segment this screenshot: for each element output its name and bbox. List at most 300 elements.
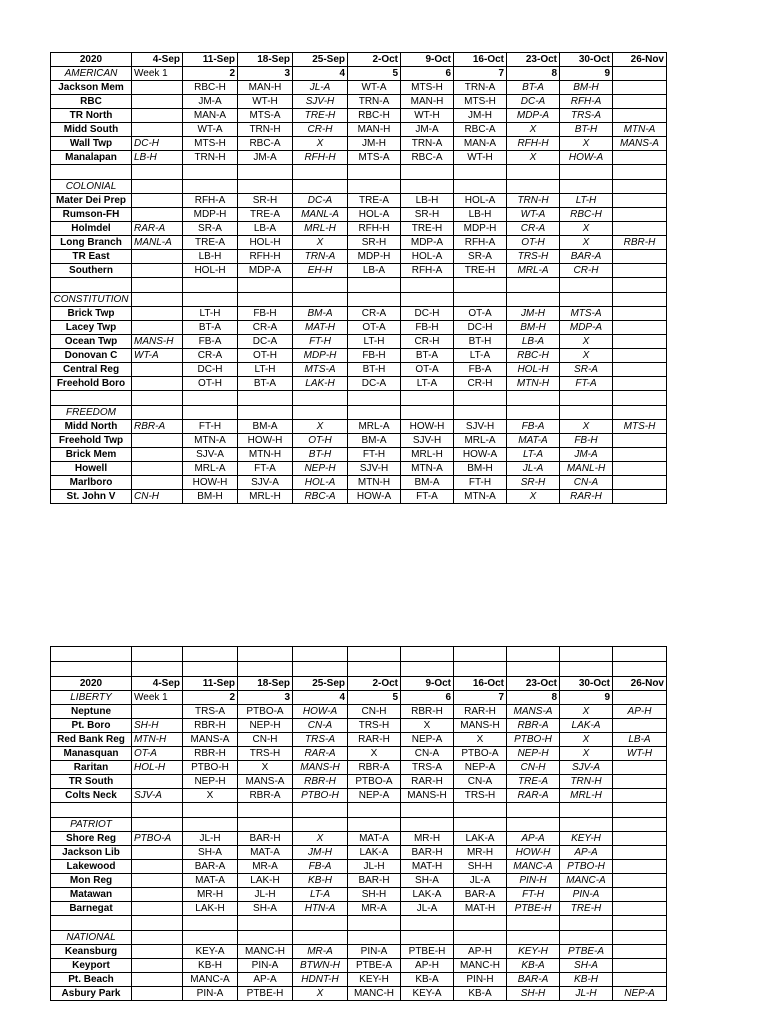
game-cell: WT-A [348, 81, 401, 95]
game-cell: MDP-H [183, 208, 238, 222]
week-number: 4 [293, 691, 348, 705]
game-cell [132, 208, 183, 222]
team-name: Mater Dei Prep [51, 194, 132, 208]
week-number: 4 [293, 67, 348, 81]
game-cell: RBC-A [454, 123, 507, 137]
game-cell: DC-H [183, 363, 238, 377]
game-cell: NEP-H [238, 719, 293, 733]
game-cell [132, 874, 183, 888]
spacer-row [51, 803, 667, 818]
game-cell: MAN-H [238, 81, 293, 95]
game-cell: SJV-H [348, 462, 401, 476]
game-cell: MR-H [183, 888, 238, 902]
empty-cell [132, 931, 183, 945]
empty-cell [613, 165, 667, 180]
game-cell: KEY-A [401, 987, 454, 1001]
game-cell: EH-H [293, 264, 348, 278]
game-cell: PIN-H [507, 874, 560, 888]
game-cell: CN-H [507, 761, 560, 775]
empty-cell [293, 165, 348, 180]
game-cell: RFH-H [507, 137, 560, 151]
game-cell: TRS-H [454, 789, 507, 803]
team-row [51, 349, 667, 363]
game-cell: MANS-A [183, 733, 238, 747]
game-cell [613, 490, 667, 504]
division-name: FREEDOM [51, 406, 132, 420]
game-cell [613, 434, 667, 448]
game-cell: BT-H [293, 448, 348, 462]
game-cell: DC-A [293, 194, 348, 208]
game-cell: SR-H [238, 194, 293, 208]
game-cell: X [507, 490, 560, 504]
game-cell: LT-H [348, 335, 401, 349]
empty-cell [507, 803, 560, 818]
game-cell: PIN-H [454, 973, 507, 987]
empty-cell [560, 931, 613, 945]
team-row [51, 902, 667, 916]
game-cell: HOW-A [293, 705, 348, 719]
week-number: 3 [238, 67, 293, 81]
team-row [51, 95, 667, 109]
team-name: TR South [51, 775, 132, 789]
game-cell: TRN-A [401, 137, 454, 151]
game-cell: KEY-H [560, 832, 613, 846]
empty-cell [507, 165, 560, 180]
game-cell: MRL-A [183, 462, 238, 476]
team-row [51, 335, 667, 349]
game-cell: RBR-H [183, 747, 238, 761]
game-cell: FB-A [454, 363, 507, 377]
empty-cell [454, 916, 507, 931]
empty-cell [560, 165, 613, 180]
empty-cell [454, 662, 507, 677]
game-cell [613, 81, 667, 95]
game-cell: RBR-A [348, 761, 401, 775]
game-cell: RAR-H [401, 775, 454, 789]
game-cell: MAT-A [348, 832, 401, 846]
team-name: Matawan [51, 888, 132, 902]
game-cell: SR-H [401, 208, 454, 222]
game-cell: SH-H [348, 888, 401, 902]
empty-cell [132, 818, 183, 832]
empty-cell [454, 406, 507, 420]
game-cell: CR-A [238, 321, 293, 335]
team-name: Colts Neck [51, 789, 132, 803]
team-name: Pt. Beach [51, 973, 132, 987]
game-cell [613, 832, 667, 846]
game-cell: RFH-A [454, 236, 507, 250]
game-cell [132, 945, 183, 959]
game-cell: BAR-A [560, 250, 613, 264]
game-cell: AP-A [560, 846, 613, 860]
game-cell [132, 476, 183, 490]
game-cell: MANS-A [613, 137, 667, 151]
game-cell: PTBE-H [401, 945, 454, 959]
game-cell: LAK-A [348, 846, 401, 860]
week-number: Week 1 [132, 691, 183, 705]
game-cell: FT-H [348, 448, 401, 462]
empty-cell [132, 293, 183, 307]
empty-cell [560, 293, 613, 307]
empty-cell [183, 406, 238, 420]
game-cell: AP-A [507, 832, 560, 846]
empty-cell [238, 391, 293, 406]
empty-cell [507, 293, 560, 307]
game-cell: FB-A [293, 860, 348, 874]
game-cell: FB-H [560, 434, 613, 448]
empty-cell [613, 293, 667, 307]
game-cell: HOW-A [454, 448, 507, 462]
game-cell: SH-A [560, 959, 613, 973]
game-cell: BM-A [401, 476, 454, 490]
game-cell [132, 775, 183, 789]
week-number: 5 [348, 67, 401, 81]
game-cell [132, 846, 183, 860]
game-cell: BTWN-H [293, 959, 348, 973]
game-cell: HOW-H [238, 434, 293, 448]
game-cell: MTN-H [132, 733, 183, 747]
game-cell: FT-A [238, 462, 293, 476]
schedule-table-top [50, 52, 667, 504]
empty-cell [348, 406, 401, 420]
game-cell: X [560, 236, 613, 250]
game-cell [132, 959, 183, 973]
game-cell: RFH-A [560, 95, 613, 109]
game-cell: DC-A [507, 95, 560, 109]
game-cell: BM-H [454, 462, 507, 476]
game-cell: TRN-H [238, 123, 293, 137]
game-cell: MANL-A [293, 208, 348, 222]
team-name: Lacey Twp [51, 321, 132, 335]
team-row [51, 761, 667, 775]
game-cell: TRN-A [454, 81, 507, 95]
game-cell: MDP-A [401, 236, 454, 250]
team-row [51, 363, 667, 377]
empty-cell [507, 818, 560, 832]
empty-cell [238, 818, 293, 832]
game-cell [132, 321, 183, 335]
game-cell: MR-A [293, 945, 348, 959]
game-cell: X [560, 349, 613, 363]
game-cell: MAN-H [348, 123, 401, 137]
team-row [51, 462, 667, 476]
game-cell: DC-H [454, 321, 507, 335]
game-cell: SJV-A [238, 476, 293, 490]
team-name: Freehold Boro [51, 377, 132, 391]
game-cell: RBC-H [507, 349, 560, 363]
game-cell: SJV-A [183, 448, 238, 462]
game-cell: MR-A [348, 902, 401, 916]
game-cell: MRL-A [454, 434, 507, 448]
empty-cell [132, 406, 183, 420]
team-row [51, 846, 667, 860]
game-cell: MRL-H [560, 789, 613, 803]
game-cell: RBR-A [238, 789, 293, 803]
empty-cell [238, 916, 293, 931]
game-cell: SR-A [454, 250, 507, 264]
game-cell: CR-A [507, 222, 560, 236]
week-date: 23-Oct [507, 677, 560, 691]
week-number [613, 691, 667, 705]
game-cell: PIN-A [560, 888, 613, 902]
empty-cell [613, 406, 667, 420]
empty-cell [560, 278, 613, 293]
game-cell: RBC-A [293, 490, 348, 504]
week-number [613, 67, 667, 81]
team-row [51, 987, 667, 1001]
week-number: 7 [454, 67, 507, 81]
week-date: 26-Nov [613, 677, 667, 691]
game-cell: MANS-H [401, 789, 454, 803]
game-cell: TRE-A [348, 194, 401, 208]
game-cell: X [560, 222, 613, 236]
game-cell: WT-H [613, 747, 667, 761]
game-cell: PTBO-H [560, 860, 613, 874]
team-name: Ocean Twp [51, 335, 132, 349]
game-cell: MDP-H [293, 349, 348, 363]
game-cell: MTS-H [401, 81, 454, 95]
game-cell: PTBE-H [238, 987, 293, 1001]
game-cell: HOW-A [560, 151, 613, 165]
empty-cell [348, 647, 401, 662]
game-cell: LB-H [454, 208, 507, 222]
game-cell: SH-A [183, 846, 238, 860]
week-date: 4-Sep [132, 677, 183, 691]
team-name: Wall Twp [51, 137, 132, 151]
week-number: 9 [560, 691, 613, 705]
game-cell: BM-H [507, 321, 560, 335]
game-cell: TRE-H [401, 222, 454, 236]
game-cell: OT-H [507, 236, 560, 250]
game-cell: X [454, 733, 507, 747]
game-cell: MANC-H [238, 945, 293, 959]
game-cell: JL-H [560, 987, 613, 1001]
empty-cell [454, 647, 507, 662]
game-cell: MTN-A [613, 123, 667, 137]
team-name: Red Bank Reg [51, 733, 132, 747]
game-cell: X [560, 420, 613, 434]
empty-cell [132, 180, 183, 194]
game-cell: FT-A [560, 377, 613, 391]
game-cell: MR-H [401, 832, 454, 846]
game-cell [613, 874, 667, 888]
team-row [51, 789, 667, 803]
game-cell: MTS-H [183, 137, 238, 151]
team-row [51, 81, 667, 95]
schedule-table-bottom [50, 646, 667, 1001]
game-cell [132, 264, 183, 278]
game-cell: BM-H [560, 81, 613, 95]
empty-cell [293, 662, 348, 677]
week-number: 2 [183, 67, 238, 81]
game-cell: LB-A [507, 335, 560, 349]
team-name: Asbury Park [51, 987, 132, 1001]
week-date: 4-Sep [132, 53, 183, 67]
game-cell: HOL-A [348, 208, 401, 222]
game-cell: RBR-H [401, 705, 454, 719]
game-cell: RFH-H [238, 250, 293, 264]
empty-cell [132, 391, 183, 406]
game-cell: SR-A [560, 363, 613, 377]
game-cell: X [560, 335, 613, 349]
game-cell: JL-H [348, 860, 401, 874]
empty-cell [51, 647, 132, 662]
empty-cell [348, 803, 401, 818]
week-number: 8 [507, 691, 560, 705]
team-name: Mon Reg [51, 874, 132, 888]
game-cell: MTN-H [238, 448, 293, 462]
game-cell: PTBO-H [507, 733, 560, 747]
game-cell: TRE-A [238, 208, 293, 222]
division-row [51, 691, 667, 705]
team-name: Holmdel [51, 222, 132, 236]
game-cell: LAK-H [238, 874, 293, 888]
game-cell: X [401, 719, 454, 733]
team-name: RBC [51, 95, 132, 109]
game-cell: FT-A [401, 490, 454, 504]
empty-cell [401, 278, 454, 293]
empty-cell [401, 662, 454, 677]
game-cell: MTN-H [348, 476, 401, 490]
game-cell: RBR-A [507, 719, 560, 733]
empty-cell [613, 916, 667, 931]
game-cell: KB-H [560, 973, 613, 987]
game-cell: AP-H [401, 959, 454, 973]
empty-cell [454, 278, 507, 293]
game-cell [613, 846, 667, 860]
game-cell: KB-A [507, 959, 560, 973]
game-cell [613, 377, 667, 391]
empty-cell [132, 803, 183, 818]
empty-cell [348, 391, 401, 406]
game-cell: MAT-H [401, 860, 454, 874]
team-name: Jackson Lib [51, 846, 132, 860]
game-cell: TRN-H [560, 775, 613, 789]
game-cell: MAT-H [454, 902, 507, 916]
game-cell: RBC-H [560, 208, 613, 222]
team-row [51, 434, 667, 448]
empty-cell [238, 406, 293, 420]
game-cell [613, 208, 667, 222]
game-cell: X [560, 733, 613, 747]
game-cell: LT-A [454, 349, 507, 363]
empty-cell [613, 180, 667, 194]
spacer-row [51, 391, 667, 406]
empty-cell [401, 931, 454, 945]
game-cell: RBC-A [238, 137, 293, 151]
game-cell [132, 902, 183, 916]
game-cell [132, 462, 183, 476]
game-cell: MAN-A [454, 137, 507, 151]
empty-cell [613, 931, 667, 945]
empty-cell [238, 647, 293, 662]
empty-cell [507, 916, 560, 931]
game-cell: TRE-H [560, 902, 613, 916]
game-cell [613, 448, 667, 462]
game-cell: OT-H [293, 434, 348, 448]
empty-cell [293, 293, 348, 307]
game-cell: FT-H [183, 420, 238, 434]
empty-cell [560, 803, 613, 818]
game-cell: KEY-H [348, 973, 401, 987]
empty-cell [454, 180, 507, 194]
game-cell: X [560, 747, 613, 761]
game-cell [132, 307, 183, 321]
game-cell [613, 888, 667, 902]
game-cell: LT-A [401, 377, 454, 391]
game-cell: JL-A [454, 874, 507, 888]
empty-cell [238, 662, 293, 677]
empty-cell [238, 180, 293, 194]
game-cell: MANS-H [293, 761, 348, 775]
game-cell: CN-A [454, 775, 507, 789]
empty-cell [454, 818, 507, 832]
division-name: LIBERTY [51, 691, 132, 705]
game-cell: HOW-H [507, 846, 560, 860]
empty-cell [613, 803, 667, 818]
team-name: Pt. Boro [51, 719, 132, 733]
empty-cell [507, 180, 560, 194]
game-cell: SJV-A [132, 789, 183, 803]
game-cell [132, 363, 183, 377]
empty-cell [348, 278, 401, 293]
game-cell: KB-A [454, 987, 507, 1001]
team-row [51, 747, 667, 761]
team-name: Lakewood [51, 860, 132, 874]
empty-cell [507, 391, 560, 406]
empty-cell [454, 165, 507, 180]
game-cell: JM-A [560, 448, 613, 462]
game-cell: CN-A [401, 747, 454, 761]
game-cell: MANC-A [183, 973, 238, 987]
game-cell: BT-H [348, 363, 401, 377]
division-name: NATIONAL [51, 931, 132, 945]
game-cell: BT-A [401, 349, 454, 363]
game-cell: JM-H [348, 137, 401, 151]
game-cell: JL-H [238, 888, 293, 902]
game-cell: JM-A [238, 151, 293, 165]
game-cell [132, 448, 183, 462]
game-cell: MAT-A [183, 874, 238, 888]
game-cell [613, 959, 667, 973]
date-header-row [51, 677, 667, 691]
team-name: Brick Mem [51, 448, 132, 462]
game-cell: SJV-H [293, 95, 348, 109]
game-cell: NEP-A [401, 733, 454, 747]
empty-cell [183, 931, 238, 945]
empty-cell [51, 391, 132, 406]
game-cell [132, 250, 183, 264]
division-row [51, 818, 667, 832]
empty-cell [51, 165, 132, 180]
game-cell: RBC-H [348, 109, 401, 123]
game-cell: KEY-H [507, 945, 560, 959]
game-cell: MANC-A [507, 860, 560, 874]
empty-cell [454, 293, 507, 307]
team-name: Central Reg [51, 363, 132, 377]
game-cell: HOW-A [348, 490, 401, 504]
game-cell: JM-H [507, 307, 560, 321]
empty-cell [348, 818, 401, 832]
team-row [51, 719, 667, 733]
week-date: 11-Sep [183, 677, 238, 691]
empty-cell [238, 931, 293, 945]
division-name: AMERICAN [51, 67, 132, 81]
game-cell: PTBE-A [348, 959, 401, 973]
game-cell: WT-A [132, 349, 183, 363]
game-cell: DC-H [401, 307, 454, 321]
game-cell: MDP-A [238, 264, 293, 278]
